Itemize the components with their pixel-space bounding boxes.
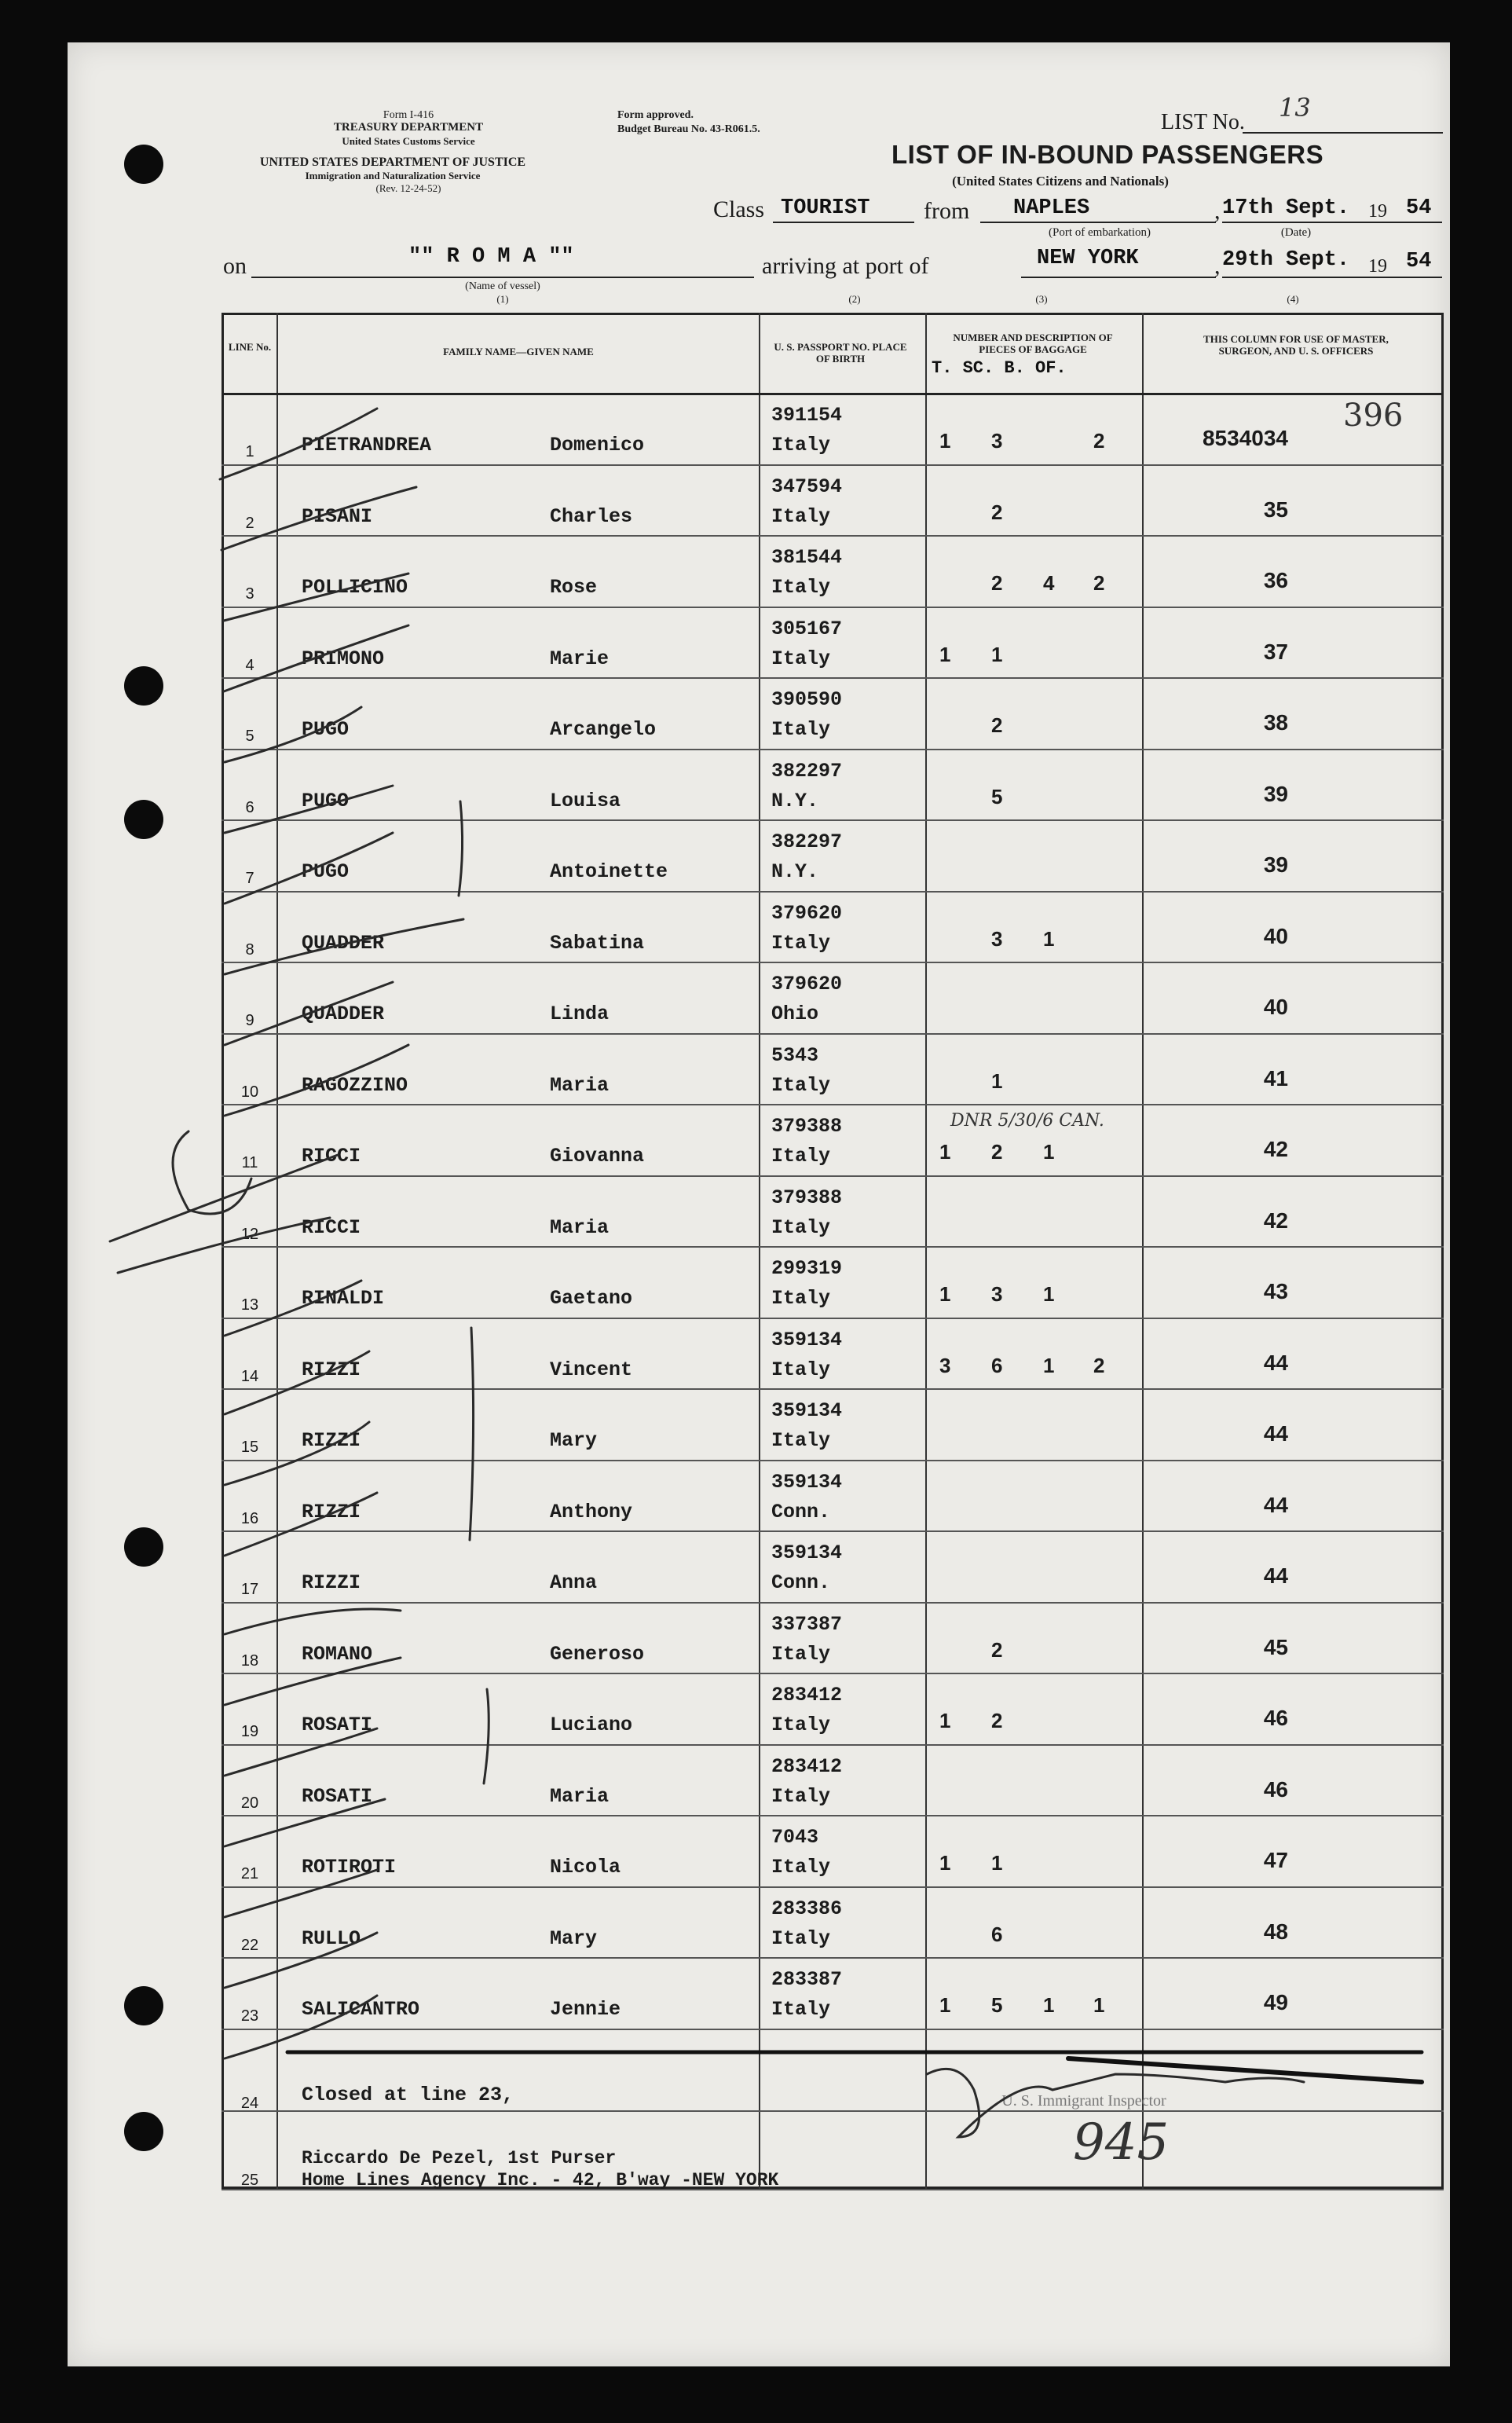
given-name: Anthony xyxy=(550,1500,633,1523)
line-number: 14 xyxy=(240,1367,259,1385)
given-name: Anna xyxy=(550,1571,598,1594)
place-of-birth: Italy xyxy=(771,1714,831,1736)
agency-address: Home Lines Agency Inc. - 42, B'way -NEW YORK xyxy=(302,2170,779,2190)
passport-number: 391154 xyxy=(771,404,843,427)
margin-note: DNR 5/30/6 CAN. xyxy=(950,1111,1104,1131)
class-value: TOURIST xyxy=(781,196,870,220)
place-of-birth: Italy xyxy=(771,504,831,528)
officer-number: 38 xyxy=(1263,710,1288,735)
arriving-label: arriving at port of xyxy=(762,253,929,279)
line-number: 5 xyxy=(245,728,254,745)
passport-number: 7043 xyxy=(771,1826,819,1849)
officer-number: 8534034 xyxy=(1202,426,1288,450)
officer-number: 37 xyxy=(1263,639,1288,664)
baggage-count: 1 xyxy=(991,1069,1003,1093)
col-header-baggage-sub: T. SC. B. OF. xyxy=(932,358,1067,378)
place-of-birth: N.Y. xyxy=(771,789,819,812)
family-name: SALICANTRO xyxy=(302,1998,420,2021)
passport-number: 359134 xyxy=(771,1541,843,1564)
arrival-port: NEW YORK xyxy=(1037,247,1139,270)
line-number: 1 xyxy=(245,443,254,460)
handwritten-number: 945 xyxy=(1073,2113,1170,2172)
given-name: Linda xyxy=(550,1003,610,1025)
family-name: RINALDI xyxy=(302,1287,385,1310)
officer-number: 46 xyxy=(1263,1776,1288,1802)
passport-number: 283386 xyxy=(771,1897,843,1920)
class-label: Class xyxy=(713,196,765,222)
officer-number: 36 xyxy=(1263,568,1288,592)
given-name: Rose xyxy=(550,576,598,599)
given-name: Mary xyxy=(550,1429,598,1452)
family-name: RAGOZZINO xyxy=(302,1073,408,1097)
place-of-birth: Conn. xyxy=(771,1571,831,1594)
baggage-count: 4 xyxy=(1043,571,1055,595)
baggage-count: 2 xyxy=(991,713,1003,737)
passport-number: 283412 xyxy=(771,1684,843,1706)
passport-number: 283412 xyxy=(771,1754,843,1778)
given-name: Nicola xyxy=(550,1856,621,1879)
baggage-count: 1 xyxy=(939,1993,951,2017)
column-index-4: (4) xyxy=(1287,293,1299,305)
family-name: PUGO xyxy=(302,860,350,883)
arrival-year: 54 xyxy=(1406,250,1432,273)
line-number: 25 xyxy=(240,2172,259,2189)
given-name: Jennie xyxy=(550,1998,621,2021)
place-of-birth: Italy xyxy=(771,1073,831,1097)
baggage-count: 1 xyxy=(939,642,951,666)
passport-number: 379388 xyxy=(771,1115,843,1138)
year-prefix-1: 19 xyxy=(1368,201,1387,222)
baggage-count: 3 xyxy=(991,1282,1003,1306)
budget-bureau: Budget Bureau No. 43-R061.5. xyxy=(617,123,760,135)
baggage-count: 1 xyxy=(1043,1282,1055,1306)
line-number: 16 xyxy=(240,1509,259,1527)
given-name: Vincent xyxy=(550,1358,633,1381)
col-header-name: FAMILY NAME—GIVEN NAME xyxy=(443,346,594,357)
officer-number: 39 xyxy=(1263,781,1288,806)
form-revision: (Rev. 12-24-52) xyxy=(375,182,441,194)
line-number: 3 xyxy=(245,585,254,603)
family-name: PISANI xyxy=(302,504,373,528)
place-of-birth: Italy xyxy=(771,1998,831,2021)
line-number: 18 xyxy=(240,1651,259,1670)
place-of-birth: Italy xyxy=(771,1856,831,1879)
passport-number: 359134 xyxy=(771,1470,843,1494)
baggage-count: 2 xyxy=(991,1140,1003,1164)
baggage-count: 3 xyxy=(939,1353,951,1377)
baggage-count: 1 xyxy=(939,429,951,453)
place-of-birth: Italy xyxy=(771,434,831,456)
family-name: PRIMONO xyxy=(302,647,385,670)
line-number: 24 xyxy=(240,2095,259,2112)
passport-number: 283387 xyxy=(771,1968,843,1991)
given-name: Luciano xyxy=(550,1714,633,1736)
passport-number: 299319 xyxy=(771,1257,843,1280)
given-name: Louisa xyxy=(550,789,621,812)
officer-number: 44 xyxy=(1263,1421,1288,1446)
family-name: PIETRANDREA xyxy=(302,434,432,456)
line-number: 12 xyxy=(240,1225,259,1243)
family-name: RIZZI xyxy=(302,1571,361,1594)
family-name: POLLICINO xyxy=(302,576,408,599)
vessel-caption: (Name of vessel) xyxy=(465,280,540,292)
officer-number: 40 xyxy=(1263,923,1288,948)
baggage-count: 1 xyxy=(1043,1140,1055,1164)
from-value: NAPLES xyxy=(1013,196,1090,220)
family-name: RICCI xyxy=(302,1215,361,1239)
purser-name: Riccardo De Pezel, 1st Purser xyxy=(302,2148,617,2168)
dept-treasury: TREASURY DEPARTMENT xyxy=(333,121,484,134)
baggage-count: 1 xyxy=(991,642,1003,666)
baggage-count: 1 xyxy=(939,1140,951,1164)
officer-number: 45 xyxy=(1263,1634,1288,1659)
line-number: 9 xyxy=(245,1012,254,1029)
inspector-caption: U. S. Immigrant Inspector xyxy=(1001,2092,1166,2110)
family-name: ROMANO xyxy=(302,1642,373,1666)
list-no-label: LIST No. xyxy=(1161,110,1245,134)
officer-number: 42 xyxy=(1263,1137,1288,1161)
col-header-passport: U. S. PASSPORT NO. PLACE OF BIRTH xyxy=(774,341,907,365)
form-id: Form I-416 xyxy=(383,109,434,121)
given-name: Arcangelo xyxy=(550,718,657,741)
baggage-count: 1 xyxy=(939,1851,951,1875)
line-number: 23 xyxy=(240,2007,259,2025)
baggage-count: 3 xyxy=(991,429,1003,453)
family-name: RULLO xyxy=(302,1926,361,1950)
col-header-officers: THIS COLUMN FOR USE OF MASTER, SURGEON, AND U. S. OFFICERS xyxy=(1203,333,1389,357)
officer-number: 41 xyxy=(1263,1065,1288,1091)
passport-number: 359134 xyxy=(771,1399,843,1422)
given-name: Charles xyxy=(550,504,633,528)
officer-number: 42 xyxy=(1263,1208,1288,1233)
officer-number: 47 xyxy=(1263,1848,1288,1872)
line-number: 20 xyxy=(240,1794,259,1812)
line-number: 13 xyxy=(240,1296,259,1314)
officer-number: 35 xyxy=(1263,497,1288,522)
passport-number: 5343 xyxy=(771,1043,819,1067)
family-name: ROSATI xyxy=(302,1784,373,1808)
family-name: PUGO xyxy=(302,789,350,812)
officer-number: 43 xyxy=(1263,1279,1288,1303)
line-number: 8 xyxy=(245,940,254,959)
dept-justice: UNITED STATES DEPARTMENT OF JUSTICE xyxy=(259,156,526,169)
family-name: QUADDER xyxy=(302,931,385,955)
place-of-birth: Ohio xyxy=(771,1003,819,1025)
closed-at-line: Closed at line 23, xyxy=(302,2084,514,2106)
line-number: 17 xyxy=(240,1581,259,1598)
family-name: QUADDER xyxy=(302,1003,385,1025)
col-header-baggage: NUMBER AND DESCRIPTION OF PIECES OF BAGGAGE xyxy=(953,332,1113,355)
baggage-count: 2 xyxy=(1093,1353,1105,1377)
baggage-count: 1 xyxy=(1043,1353,1055,1377)
year-prefix-2: 19 xyxy=(1368,256,1387,277)
baggage-count: 5 xyxy=(991,1993,1003,2017)
col-header-line: LINE No. xyxy=(228,341,272,353)
given-name: Sabatina xyxy=(550,931,645,955)
baggage-count: 2 xyxy=(1093,571,1105,595)
place-of-birth: Italy xyxy=(771,1215,831,1239)
dept-ins: Immigration and Naturalization Service xyxy=(305,170,481,181)
passport-number: 382297 xyxy=(771,830,843,853)
place-of-birth: N.Y. xyxy=(771,860,819,883)
baggage-count: 2 xyxy=(991,500,1003,524)
arrival-date: 29th Sept. xyxy=(1222,248,1350,272)
stamp-number: 396 xyxy=(1343,398,1404,434)
baggage-count: 2 xyxy=(991,571,1003,595)
place-of-birth: Italy xyxy=(771,718,831,741)
family-name: ROTIROTI xyxy=(302,1856,397,1879)
baggage-count: 1 xyxy=(991,1851,1003,1875)
place-of-birth: Italy xyxy=(771,576,831,599)
family-name: PUGO xyxy=(302,718,350,741)
line-number: 10 xyxy=(240,1083,259,1101)
baggage-count: 2 xyxy=(991,1637,1003,1662)
passport-number: 337387 xyxy=(771,1612,843,1636)
embark-date: 17th Sept. xyxy=(1222,196,1350,220)
passport-number: 379388 xyxy=(771,1186,843,1209)
baggage-count: 1 xyxy=(1043,926,1055,951)
column-index-3: (3) xyxy=(1035,293,1048,305)
place-of-birth: Italy xyxy=(771,647,831,670)
embark-year: 54 xyxy=(1406,196,1432,220)
document-subtitle: (United States Citizens and Nationals) xyxy=(952,174,1169,189)
vessel-name: "" R O M A "" xyxy=(408,245,574,269)
officer-number: 44 xyxy=(1263,1492,1288,1517)
officer-number: 49 xyxy=(1263,1990,1288,2014)
family-name: ROSATI xyxy=(302,1714,373,1736)
line-number: 21 xyxy=(240,1865,259,1882)
baggage-count: 2 xyxy=(991,1709,1003,1732)
passport-number: 305167 xyxy=(771,617,843,640)
passport-number: 382297 xyxy=(771,759,843,783)
officer-number: 40 xyxy=(1263,995,1288,1019)
document-title: LIST OF IN-BOUND PASSENGERS xyxy=(891,140,1324,169)
place-of-birth: Italy xyxy=(771,1429,831,1452)
line-number: 6 xyxy=(245,798,254,816)
given-name: Maria xyxy=(550,1784,610,1808)
given-name: Mary xyxy=(550,1926,598,1950)
given-name: Gaetano xyxy=(550,1287,633,1310)
family-name: RIZZI xyxy=(302,1500,361,1523)
line-number: 4 xyxy=(245,656,254,674)
passport-number: 381544 xyxy=(771,546,843,569)
baggage-count: 5 xyxy=(991,784,1003,808)
baggage-count: 1 xyxy=(939,1709,951,1732)
given-name: Giovanna xyxy=(550,1145,645,1168)
line-number: 19 xyxy=(240,1723,259,1740)
officer-number: 48 xyxy=(1263,1919,1288,1944)
officer-number: 46 xyxy=(1263,1706,1288,1730)
baggage-count: 3 xyxy=(991,926,1003,951)
given-name: Marie xyxy=(550,647,610,670)
from-label: from xyxy=(924,198,970,224)
embark-caption: (Port of embarkation) xyxy=(1049,226,1151,239)
column-index-2: (2) xyxy=(848,293,861,305)
place-of-birth: Italy xyxy=(771,1287,831,1310)
date-caption: (Date) xyxy=(1280,226,1312,239)
officer-number: 39 xyxy=(1263,852,1288,877)
place-of-birth: Italy xyxy=(771,1358,831,1381)
line-number: 7 xyxy=(245,870,254,887)
line-number: 15 xyxy=(240,1439,259,1456)
baggage-count: 6 xyxy=(991,1353,1003,1377)
passport-number: 347594 xyxy=(771,475,843,498)
place-of-birth: Italy xyxy=(771,1784,831,1808)
baggage-count: 6 xyxy=(991,1922,1003,1946)
officer-number: 44 xyxy=(1263,1563,1288,1588)
baggage-count: 2 xyxy=(1093,429,1105,453)
line-number: 11 xyxy=(241,1154,258,1171)
passport-number: 390590 xyxy=(771,688,843,711)
given-name: Maria xyxy=(550,1073,610,1097)
place-of-birth: Conn. xyxy=(771,1500,831,1523)
baggage-count: 1 xyxy=(1043,1993,1055,2017)
given-name: Domenico xyxy=(550,434,645,456)
line-number: 22 xyxy=(240,1936,259,1954)
given-name: Antoinette xyxy=(550,860,668,883)
dept-customs: United States Customs Service xyxy=(342,135,475,147)
passport-number: 359134 xyxy=(771,1328,843,1351)
baggage-count: 1 xyxy=(1093,1993,1105,2017)
form-approved: Form approved. xyxy=(617,109,694,121)
column-index-1: (1) xyxy=(496,293,509,305)
given-name: Maria xyxy=(550,1215,610,1239)
on-label: on xyxy=(223,253,247,279)
list-number: 13 xyxy=(1279,93,1311,123)
family-name: RIZZI xyxy=(302,1429,361,1452)
line-number: 2 xyxy=(245,514,254,532)
family-name: RICCI xyxy=(302,1145,361,1168)
place-of-birth: Italy xyxy=(771,931,831,955)
place-of-birth: Italy xyxy=(771,1145,831,1168)
given-name: Generoso xyxy=(550,1642,645,1666)
passport-number: 379620 xyxy=(771,901,843,925)
place-of-birth: Italy xyxy=(771,1926,831,1950)
baggage-count: 1 xyxy=(939,1282,951,1306)
officer-number: 44 xyxy=(1263,1350,1288,1375)
family-name: RIZZI xyxy=(302,1358,361,1381)
place-of-birth: Italy xyxy=(771,1642,831,1666)
passport-number: 379620 xyxy=(771,973,843,995)
